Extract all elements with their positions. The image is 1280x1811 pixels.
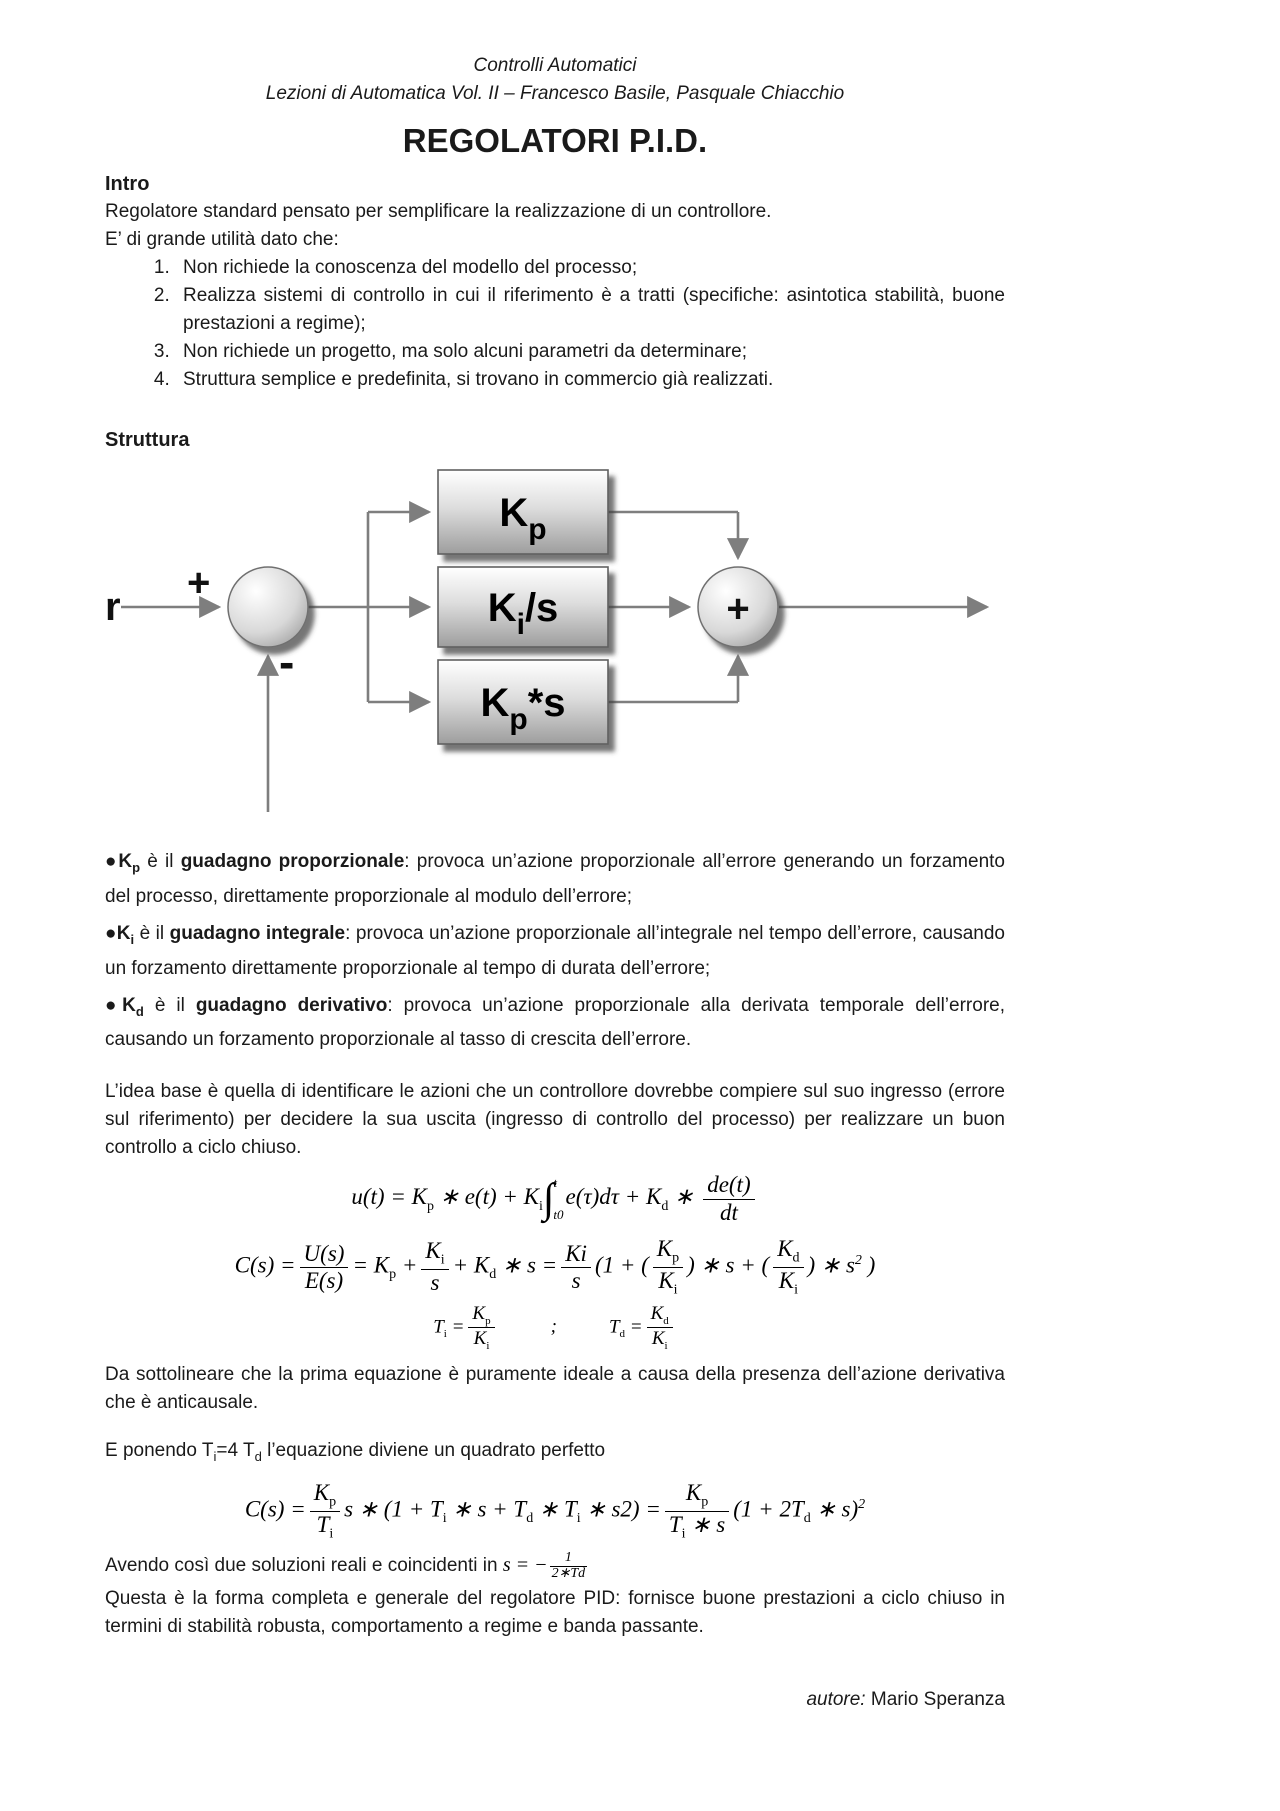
eq-cs-sup: 2 [854, 1253, 862, 1269]
frac-k: K [472, 1302, 486, 1324]
frac-k: K [685, 1480, 702, 1506]
gain-kp-term: guadagno proporzionale [180, 851, 405, 872]
equation-ti-td [105, 1303, 1005, 1353]
list-item: 3. Non richiede un progetto, ma solo alcuni parametri da determinare; [175, 338, 1005, 366]
gain-kp-mid: è il [140, 851, 181, 872]
frac-k-sub: i [440, 1252, 445, 1268]
ki-suffix: /s [524, 586, 559, 630]
summing-junction-1 [228, 567, 308, 647]
kp-sub: p [528, 513, 547, 546]
sum1-minus-sign: - [279, 636, 295, 688]
fraction-numerator [653, 1236, 683, 1267]
frac-k: K [651, 1328, 665, 1350]
fraction-numerator [421, 1238, 448, 1269]
fraction-numerator [647, 1303, 673, 1327]
intro-paragraph-2: E’ di grande utilità dato che: [105, 229, 339, 250]
eq-cs-sub: p [389, 1267, 397, 1283]
eq-ti-seg: T [433, 1315, 444, 1337]
frac-k: K [425, 1238, 441, 1264]
kd-sub: p [509, 703, 528, 736]
equation-c-of-s [105, 1236, 1005, 1298]
sum1-plus-sign: + [187, 561, 211, 605]
avendo-math [502, 1549, 589, 1581]
eq-ut-seg: ∗ [668, 1184, 700, 1210]
eq-cs-seg: (1 + ( [594, 1252, 649, 1278]
section-struttura-heading: Struttura [105, 429, 190, 451]
gain-proportional-paragraph [105, 847, 1005, 911]
fraction-denominator: E(s) [300, 1267, 349, 1294]
fraction-denominator: s [421, 1269, 448, 1296]
header-course-title: Controlli Automatici [473, 55, 637, 76]
eq-quad-sup: 2 [858, 1497, 866, 1513]
document-header [105, 52, 1005, 108]
intro-paragraph-1: Regolatore standard pensato per semplificare la realizzazione di un controllore. [105, 201, 772, 222]
fraction [561, 1241, 591, 1295]
idea-paragraph: L’idea base è quella di identificare le azioni che un controllore dovrebbe compiere sul suo ingresso (errore sul riferimento) per decidere la sua uscita (ingresso di controllo del processo) per realizzare un buon controllo a ciclo chiuso. [105, 1081, 1005, 1159]
list-item: 4. Struttura semplice e predefinita, si trovano in commercio già realizzati. [175, 366, 1005, 394]
pid-block-diagram [103, 464, 1005, 829]
frac-k-sub: i [329, 1526, 334, 1542]
eq-ti-seg: = [446, 1315, 465, 1337]
eq-cs-seg: ) ∗ s + ( [687, 1252, 770, 1278]
ponendo-seg: E ponendo T [105, 1439, 214, 1461]
frac-k-sub: p [329, 1494, 337, 1510]
avendo-math-pre: s = − [502, 1553, 548, 1576]
equation-u-of-t [105, 1172, 1005, 1226]
integral-upper-limit: t [553, 1175, 558, 1191]
eq-quad-seg: s ∗ (1 + T [344, 1496, 443, 1522]
fraction-numerator [468, 1303, 494, 1327]
fraction-denominator: s [561, 1267, 591, 1294]
fraction-denominator: dt [703, 1199, 754, 1226]
gain-ki-sub: i [130, 931, 135, 947]
fraction-numerator: 1 [564, 1549, 572, 1565]
fraction-denominator: 2∗Td [551, 1565, 586, 1581]
integral [543, 1175, 566, 1223]
ponendo-sub: i [213, 1448, 217, 1464]
gain-kp-rest: : provoca un’azione proporzionale all’errore generando un forzamento del processo, direttamente proporzionale al modulo dell’errore; [105, 851, 1005, 907]
fraction-numerator: Ki [565, 1240, 587, 1266]
gain-kd-sub: d [135, 1003, 144, 1019]
ki-sub: i [516, 608, 525, 641]
eq-cs-seg: C(s) = [234, 1252, 296, 1278]
frac-k-sub: i [794, 1282, 798, 1298]
fraction-denominator [468, 1327, 494, 1352]
frac-k-sub: p [672, 1250, 680, 1266]
fraction [647, 1303, 673, 1353]
ponendo-seg: =4 T [216, 1439, 255, 1461]
nota-paragraph: Da sottolineare che la prima equazione è puramente ideale a causa della presenza dell’azione derivativa che è anticausale. [105, 1363, 1005, 1413]
gain-kp-sub: p [132, 859, 141, 875]
ponendo-seg: l’equazione diviene un quadrato perfetto [261, 1439, 606, 1461]
gain-kd-rest: : provoca un’azione proporzionale alla derivata temporale dell’errore, causando un forzamento proporzionale al tasso di crescita dell’errore. [105, 994, 1005, 1051]
frac-k: ∗ s [685, 1512, 726, 1537]
gain-ki-term: guadagno integrale [169, 922, 346, 944]
eq-quad-sub: d [526, 1511, 534, 1527]
eq-ti-sub: d [619, 1327, 626, 1340]
eq-quad-sub: i [576, 1511, 581, 1527]
eq-ti-seg: = [625, 1315, 643, 1337]
page-title: REGOLATORI P.I.D. [402, 122, 708, 159]
eq-cs-seg: + K [452, 1252, 490, 1278]
fraction-denominator [773, 1267, 803, 1299]
fraction-denominator [653, 1267, 683, 1299]
eq-quad-sub: d [803, 1511, 811, 1527]
fraction [468, 1303, 494, 1353]
list-item: 1. Non richiede la conoscenza del modello del processo; [175, 254, 1005, 282]
frac-k: K [778, 1267, 795, 1293]
gain-kd-mid: è il [143, 994, 196, 1016]
gain-kd-lead: ●K [105, 994, 136, 1016]
author-line [105, 1689, 1005, 1711]
gain-ki-mid: è il [134, 922, 170, 944]
eq-ut-sub: i [539, 1199, 543, 1215]
intro-list [105, 254, 1005, 394]
frac-k-sub: i [673, 1282, 678, 1298]
fraction [310, 1480, 340, 1542]
eq-ut-seg: u(t) = K [351, 1184, 427, 1210]
frac-k-sub: d [792, 1250, 800, 1266]
kd-suffix: *s [527, 681, 566, 725]
fraction [300, 1241, 349, 1295]
frac-k-sub: i [486, 1339, 490, 1352]
kd-base: K [480, 681, 510, 725]
frac-k: K [313, 1480, 330, 1506]
frac-k-sub: i [681, 1526, 686, 1542]
gain-ki-lead: ●K [105, 922, 131, 944]
eq-ut-sub: d [661, 1199, 669, 1215]
integral-sign: ∫ [542, 1176, 555, 1223]
author-name: Mario Speranza [865, 1689, 1005, 1711]
eq-ut-seg: ∗ e(t) + K [433, 1184, 540, 1210]
frac-k: K [658, 1267, 674, 1293]
kp-base: K [499, 491, 529, 535]
eq-cs-seg: ) [861, 1252, 876, 1278]
eq-ti-seg: T [608, 1315, 620, 1337]
eq-ti-separator: ; [550, 1315, 557, 1337]
frac-k: T [316, 1512, 330, 1537]
frac-k: T [668, 1512, 682, 1537]
author-label: autore: [806, 1689, 866, 1711]
frac-k: K [777, 1236, 793, 1262]
frac-k-sub: d [663, 1314, 669, 1327]
ponendo-paragraph [105, 1437, 1005, 1471]
eq-cs-seg: + [396, 1252, 418, 1278]
gain-ki-rest: : provoca un’azione proporzionale all’integrale nel tempo dell’errore, causando un forzamento direttamente proporzionale al tempo di durata dell’errore; [105, 922, 1005, 979]
fraction-numerator: U(s) [303, 1240, 345, 1266]
eq-cs-sub: d [489, 1267, 497, 1283]
frac-k: K [473, 1328, 487, 1350]
eq-cs-seg: ∗ s = [496, 1252, 558, 1278]
eq-quad-seg: C(s) = [244, 1496, 306, 1522]
gain-derivative-paragraph [105, 991, 1005, 1055]
integral-lower-limit: t0 [553, 1207, 564, 1223]
conclusione-paragraph: Questa è la forma completa e generale del regolatore PID: fornisce buone prestazioni a ciclo chiuso in termini di stabilità robusta, comportamento a regime e banda passante. [105, 1588, 1005, 1638]
gain-integral-paragraph [105, 919, 1005, 983]
fraction [653, 1236, 683, 1298]
avendo-text: Avendo così due soluzioni reali e coincidenti in [105, 1554, 503, 1576]
sum2-plus-sign: + [726, 587, 750, 631]
ki-base: K [487, 586, 517, 630]
fraction [703, 1172, 754, 1226]
avendo-paragraph [105, 1551, 1005, 1582]
equation-quadrato [105, 1480, 1005, 1542]
fraction-denominator [665, 1511, 729, 1543]
eq-quad-seg: ∗ s2) = [580, 1496, 661, 1522]
section-intro-heading: Intro [105, 173, 150, 195]
fraction-numerator [310, 1480, 340, 1511]
ponendo-sub: d [254, 1448, 262, 1464]
eq-quad-seg: ∗ T [533, 1496, 577, 1522]
fraction-numerator [773, 1236, 803, 1267]
fraction [773, 1236, 803, 1298]
eq-quad-seg: (1 + 2T [733, 1496, 804, 1522]
eq-ut-sub: p [426, 1199, 434, 1215]
gain-kp-lead: ●K [105, 851, 133, 872]
fraction [665, 1480, 729, 1542]
frac-k-sub: p [701, 1494, 709, 1510]
frac-k-sub: p [485, 1314, 491, 1327]
pid-block-diagram-svg [103, 464, 1003, 824]
eq-quad-seg: ∗ s + T [446, 1496, 527, 1522]
eq-cs-seg: ) ∗ s [807, 1252, 855, 1278]
frac-k: K [650, 1302, 664, 1324]
fraction [421, 1238, 448, 1296]
fraction-denominator [647, 1327, 673, 1352]
input-signal-label: r [105, 585, 121, 629]
fraction-numerator [665, 1480, 729, 1511]
frac-k-sub: i [664, 1339, 668, 1352]
fraction-denominator [310, 1511, 340, 1543]
eq-quad-seg: ∗ s) [810, 1496, 859, 1522]
eq-quad-sub: i [442, 1511, 447, 1527]
eq-ut-seg: e(τ)dτ + K [565, 1184, 662, 1210]
fraction [550, 1551, 588, 1581]
header-source-line: Lezioni di Automatica Vol. II – Francesco Basile, Pasquale Chiacchio [265, 83, 845, 104]
eq-cs-seg: = K [352, 1252, 390, 1278]
eq-ti-sub: i [443, 1327, 447, 1340]
gain-kd-term: guadagno derivativo [195, 994, 388, 1016]
list-item: 2. Realizza sistemi di controllo in cui il riferimento è a tratti (specifiche: asintotica stabilità, buone prestazioni a regime); [175, 282, 1005, 338]
fraction-numerator: de(t) [707, 1172, 751, 1198]
frac-k: K [656, 1236, 673, 1262]
